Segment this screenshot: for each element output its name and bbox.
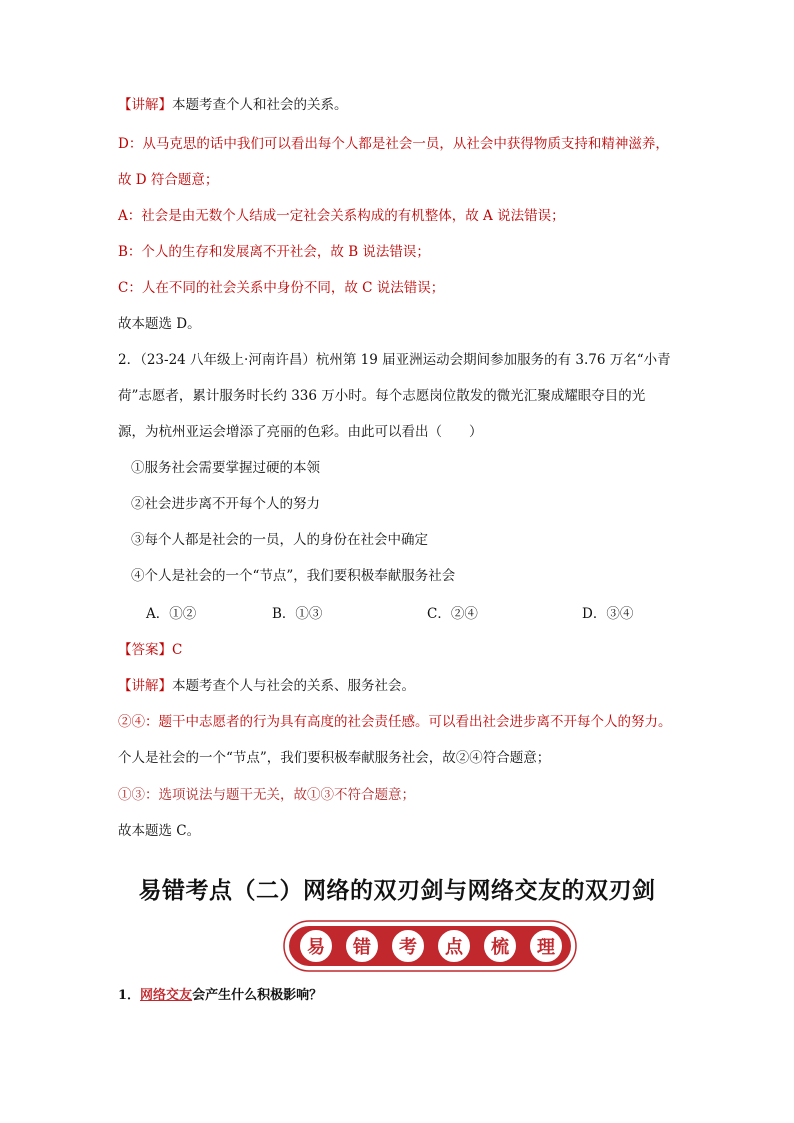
explain2-text: 本题考查个人与社会的关系、服务社会。 <box>172 678 415 694</box>
explain1-d-line2: 故 D 符合题意； <box>118 172 219 188</box>
question2-statement-3: ③每个人都是社会的一员，人的身份在社会中确定 <box>131 532 428 548</box>
option-b: B．①③ <box>272 606 323 622</box>
answer2-value: C <box>172 642 183 658</box>
explain2-line1: ②④：题干中志愿者的行为具有高度的社会责任感。可以看出社会进步离不开每个人的努力。 <box>118 714 672 730</box>
section-banner <box>283 920 577 972</box>
explain1-label: 【讲解】 <box>118 97 172 113</box>
banner-char-5: 梳 <box>483 929 517 963</box>
explain2-line3: ①③：选项说法与题干无关，故①③不符合题意； <box>118 787 415 803</box>
option-c: C．②④ <box>427 606 478 622</box>
question2-statement-2: ②社会进步离不开每个人的努力 <box>131 496 320 512</box>
explain2-line <box>118 676 415 696</box>
banner-char-6: 理 <box>529 929 563 963</box>
banner-char-1: 易 <box>299 929 333 963</box>
option-d: D．③④ <box>582 606 634 622</box>
explain1-b-line: B：个人的生存和发展离不开社会，故 B 说法错误； <box>118 244 430 260</box>
final-question-number: 1． <box>118 988 141 1003</box>
final-question-keyword: 网络交友 <box>140 988 193 1003</box>
explain2-conclusion: 故本题选 C。 <box>118 823 201 839</box>
question2-statement-4: ④个人是社会的一个“节点”，我们要积极奉献服务社会 <box>131 568 456 584</box>
explain1-c-line: C：人在不同的社会关系中身份不同，故 C 说法错误； <box>118 280 445 296</box>
banner-char-4: 点 <box>437 929 471 963</box>
banner-char-3: 考 <box>391 929 425 963</box>
question2-statement-1: ①服务社会需要掌握过硬的本领 <box>131 460 320 476</box>
explain1-line <box>118 95 348 115</box>
question2-line3: 源，为杭州亚运会增添了亮丽的色彩。由此可以看出（ ） <box>118 424 483 440</box>
section-heading: 易错考点（二）网络的双刃剑与网络交友的双刃剑 <box>138 878 656 904</box>
explain1-d-line1: D：从马克思的话中我们可以看出每个人都是社会一员，从社会中获得物质支持和精神滋养， <box>118 136 669 152</box>
option-a: A．①② <box>146 606 197 622</box>
question2-line2: 荷”志愿者，累计服务时长约 336 万小时。每个志愿岗位散发的微光汇聚成耀眼夺目的光 <box>118 388 646 404</box>
explain2-line2: 个人是社会的一个“节点”，我们要积极奉献服务社会，故②④符合题意； <box>118 750 551 766</box>
answer2-label: 【答案】 <box>118 642 172 658</box>
final-question <box>118 984 322 1003</box>
explain2-label: 【讲解】 <box>118 678 172 694</box>
explain1-text: 本题考查个人和社会的关系。 <box>172 97 348 113</box>
banner-char-2: 错 <box>345 929 379 963</box>
answer2-line <box>118 640 182 660</box>
final-question-rest: 会产生什么积极影响？ <box>192 988 323 1003</box>
question2-line1: 2．（23-24 八年级上·河南许昌）杭州第 19 届亚洲运动会期间参加服务的有 3.76 万名“小青 <box>118 352 671 368</box>
explain1-conclusion: 故本题选 D。 <box>118 316 201 332</box>
explain1-a-line: A：社会是由无数个人结成一定社会关系构成的有机整体，故 A 说法错误； <box>118 208 565 224</box>
